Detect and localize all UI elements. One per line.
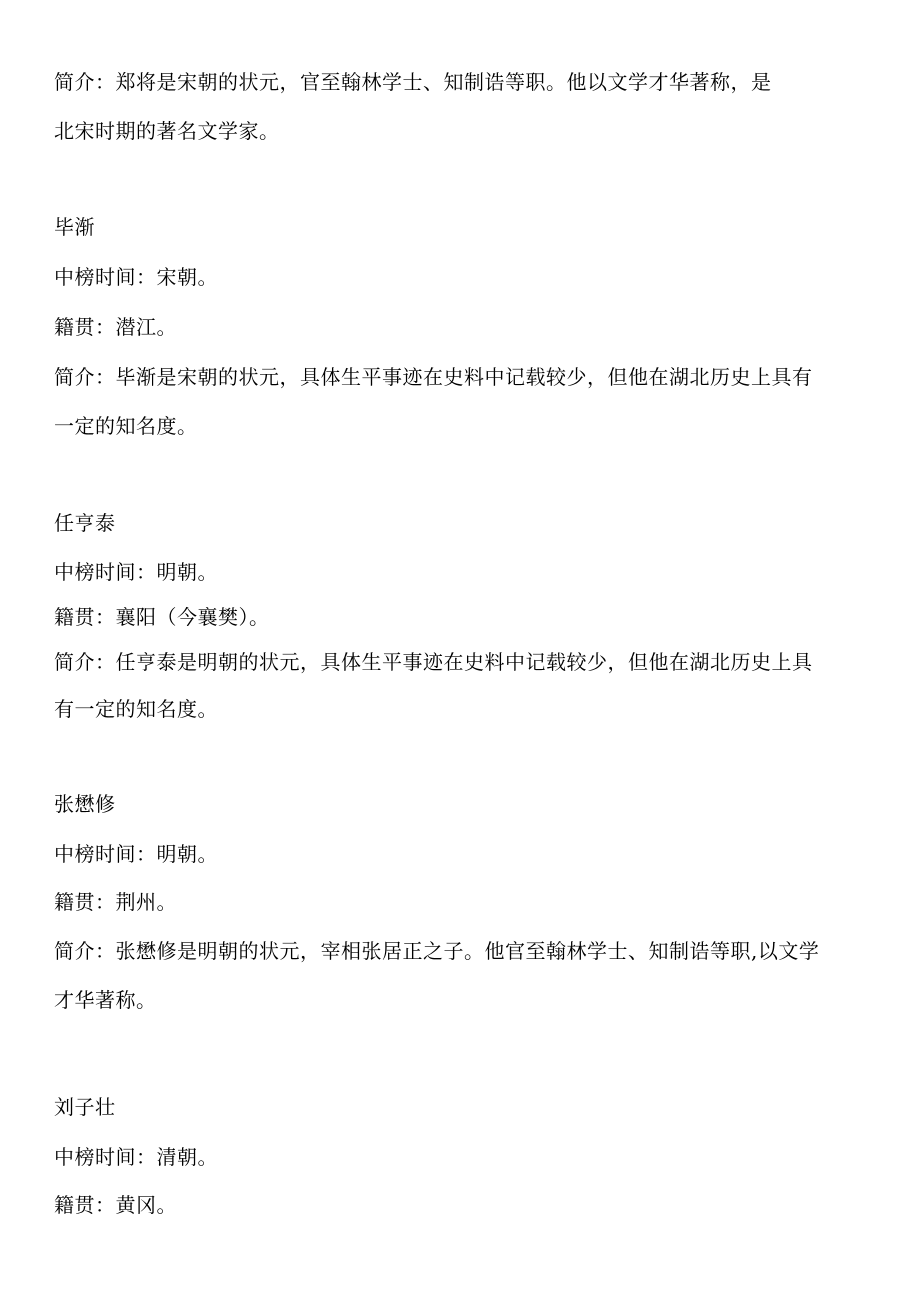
liu-zizhuang-exam-time: 中榜时间：清朝。 — [54, 1145, 218, 1169]
zheng-intro-line-1: 简介：郑将是宋朝的状元，官至翰林学士、知制诰等职。他以文学才华著称，是 — [54, 70, 772, 94]
bi-jian-name: 毕渐 — [54, 215, 95, 239]
zheng-intro-line-2: 北宋时期的著名文学家。 — [54, 119, 280, 143]
ren-hengtai-exam-time: 中榜时间：明朝。 — [54, 560, 218, 584]
zhang-maoxiu-exam-time: 中榜时间：明朝。 — [54, 842, 218, 866]
bi-jian-hometown: 籍贯：潜江。 — [54, 315, 177, 339]
liu-zizhuang-hometown: 籍贯：黄冈。 — [54, 1193, 177, 1217]
zhang-maoxiu-intro-line-1: 简介：张懋修是明朝的状元，宰相张居正之子。他官至翰林学士、知制诰等职,以文学 — [54, 939, 820, 963]
zhang-maoxiu-name: 张懋修 — [54, 792, 116, 816]
zhang-maoxiu-intro-line-2: 才华著称。 — [54, 988, 157, 1012]
bi-jian-intro-line-1: 简介：毕渐是宋朝的状元，具体生平事迹在史料中记载较少，但他在湖北历史上具有 — [54, 365, 813, 389]
liu-zizhuang-name: 刘子壮 — [54, 1095, 116, 1119]
bi-jian-intro-line-2: 一定的知名度。 — [54, 414, 198, 438]
zhang-maoxiu-hometown: 籍贯：荆州。 — [54, 890, 177, 914]
ren-hengtai-hometown: 籍贯：襄阳（今襄樊）。 — [54, 605, 270, 629]
bi-jian-exam-time: 中榜时间：宋朝。 — [54, 265, 218, 289]
ren-hengtai-intro-line-2: 有一定的知名度。 — [54, 697, 218, 721]
ren-hengtai-intro-line-1: 简介：任亨泰是明朝的状元，具体生平事迹在史料中记载较少，但他在湖北历史上具 — [54, 650, 813, 674]
ren-hengtai-name: 任亨泰 — [54, 511, 116, 535]
